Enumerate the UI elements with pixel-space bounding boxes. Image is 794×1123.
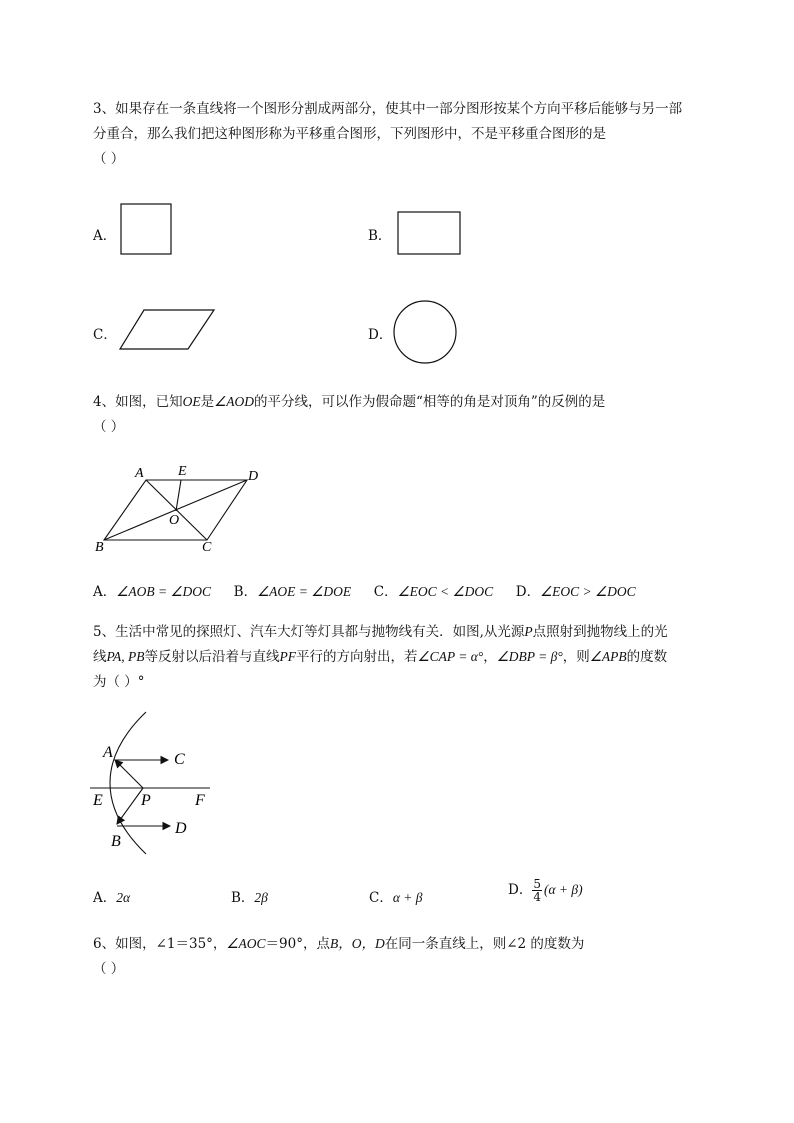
q5-line1-text: 5、生活中常见的探照灯、汽车大灯等灯具都与抛物线有关．如图,从光源 — [93, 624, 525, 640]
q5-line1-tail: 点照射到抛物线上的光 — [532, 624, 668, 640]
q5-option-a — [93, 886, 130, 906]
q4-oe: OE — [182, 394, 201, 409]
q5-line2-d: ，则 — [562, 649, 590, 665]
q6-stem-pre: 6、如图，∠1＝35°， — [93, 936, 227, 952]
q3-rectangle-figure — [397, 211, 463, 256]
q5-option-a-value: 2α — [116, 890, 131, 905]
q3-answer-paren: （ ） — [93, 151, 125, 167]
q5-angle-apb: ∠APB — [589, 649, 627, 664]
q5-line-pf: PF — [279, 649, 296, 664]
q5-option-b-label: B． — [231, 890, 255, 906]
q5-option-d-value: (α + β) — [543, 882, 583, 897]
q5-label-c: C — [174, 751, 185, 768]
q5-option-c — [369, 886, 423, 906]
q4-parallelogram-diagram — [90, 460, 270, 560]
q4-stem-post: 的平分线，可以作为假命题“相等的角是对顶角”的反例的是 — [253, 394, 606, 410]
q3-line1: 3、如果存在一条直线将一个图形分割成两部分，使其中一部分图形按某个方向平移后能够与另一部 — [93, 101, 683, 117]
q4-answer-paren: （ ） — [93, 419, 125, 435]
q6-stem-mid: ＝90°，点 — [265, 936, 330, 952]
q5-line2-e: 的度数 — [626, 649, 668, 665]
q4-label-e: E — [178, 464, 187, 479]
q5-answer-paren: 为（ ）° — [93, 674, 145, 690]
q4-angle-aod: ∠AOD — [214, 394, 254, 409]
q5-point-p: P — [524, 624, 533, 639]
q4-option-b: ∠AOE = ∠DOE — [257, 584, 352, 599]
q5-option-d — [508, 878, 583, 903]
q4-option-d-label: D． — [515, 584, 541, 600]
q4-option-a: ∠AOB = ∠DOC — [116, 584, 212, 599]
q5-stem-line1 — [93, 623, 668, 641]
q4-option-b-label: B． — [233, 584, 258, 600]
q3-square-figure — [120, 203, 174, 257]
q6-answer-paren: （ ） — [93, 961, 125, 977]
q3-option-d-label: D． — [368, 327, 393, 343]
q5-label-a: A — [103, 744, 113, 761]
q5-option-d-label: D． — [508, 882, 533, 898]
q4-label-a: A — [135, 466, 144, 481]
q5-label-e: E — [93, 792, 103, 809]
q5-line2-b: 等反射以后沿着与直线 — [144, 649, 280, 665]
q5-label-f: F — [195, 792, 205, 809]
q4-label-c: C — [202, 540, 212, 555]
q3-parallelogram-figure — [118, 308, 216, 352]
q5-option-b-value: 2β — [254, 890, 268, 905]
q4-stem — [93, 393, 605, 411]
q5-option-c-value: α + β — [392, 890, 423, 905]
q4-option-d: ∠EOC > ∠DOC — [540, 584, 636, 599]
q4-label-d: D — [248, 469, 259, 484]
q3-option-a-label: A． — [93, 228, 117, 244]
q4-stem-pre: 4、如图，已知 — [93, 394, 183, 410]
q3-option-b-label: B． — [368, 228, 392, 244]
q5-option-b — [231, 886, 268, 906]
q5-label-b: B — [111, 833, 121, 850]
q4-options — [93, 580, 636, 600]
q6-stem-post: 在同一条直线上，则∠2 的度数为 — [384, 936, 585, 952]
q5-angle-dbp: ∠DBP = β° — [496, 649, 563, 664]
q4-label-o: O — [169, 513, 180, 528]
q4-stem-mid: 是 — [200, 394, 215, 410]
q3-line2: 分重合，那么我们把这种图形称为平移重合图形，下列图形中，不是平移重合图形的是 — [93, 126, 606, 142]
q5-fraction-denominator: 4 — [533, 890, 541, 904]
q5-option-d-fraction — [532, 878, 542, 903]
q5-label-p: P — [141, 792, 151, 809]
q5-option-c-label: C． — [369, 890, 393, 906]
q5-fraction-numerator: 5 — [533, 877, 541, 891]
q4-option-c-label: C． — [373, 584, 398, 600]
q5-comma: ， — [483, 649, 497, 665]
q5-rays-pa-pb: PA, PB — [106, 649, 145, 664]
q5-line2-a: 线 — [93, 649, 107, 665]
q4-option-c: ∠EOC < ∠DOC — [397, 584, 494, 599]
q5-parabola-diagram — [88, 708, 218, 860]
q6-points: B，O，D — [329, 936, 385, 951]
q5-stem-line2 — [93, 648, 667, 666]
q5-line2-c: 平行的方向射出，若 — [296, 649, 418, 665]
q4-option-a-label: A． — [93, 584, 117, 600]
q5-label-d: D — [175, 820, 187, 837]
q5-angle-cap: ∠CAP = α° — [417, 649, 484, 664]
q6-stem — [93, 935, 584, 953]
q6-angle-aoc: ∠AOC — [226, 936, 266, 951]
q5-option-a-label: A． — [93, 890, 117, 906]
q3-option-c-label: C． — [93, 327, 117, 343]
q4-label-b: B — [95, 540, 104, 555]
q3-circle-figure — [392, 299, 458, 365]
